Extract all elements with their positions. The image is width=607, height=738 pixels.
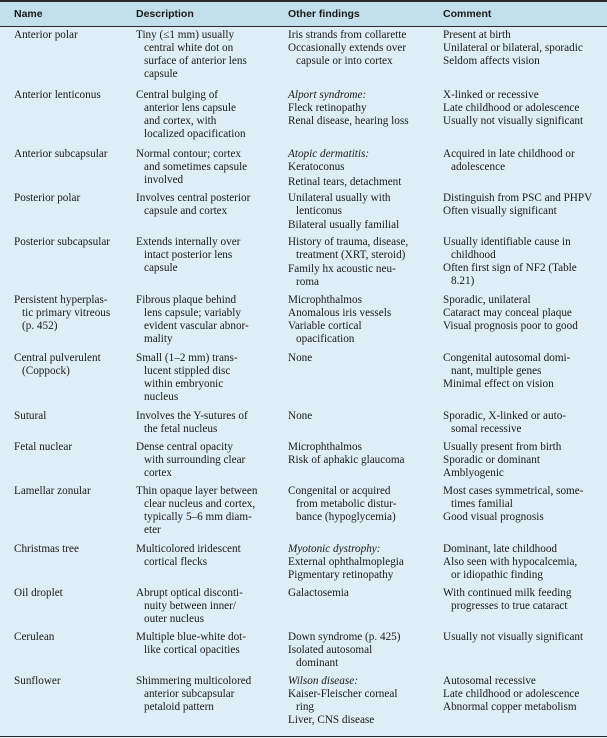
- row-findings-cell: None: [288, 352, 313, 364]
- row-name-cell: Sutural: [14, 410, 47, 422]
- row-comment-cell: Usually not visually significant: [443, 631, 584, 643]
- row-description-cell: Multicolored iridescent cortical flecks: [136, 543, 241, 568]
- row-comment-cell: Usually present from birth Sporadic or dominant Amblyogenic: [443, 441, 562, 479]
- row-comment-cell: Sporadic, unilateral Cataract may conceal plaque Visual prognosis poor to good: [443, 294, 578, 332]
- row-findings-cell: Wilson disease: Kaiser-Fleischer corneal ring Liver, CNS disease: [288, 675, 398, 726]
- row-comment-cell: With continued milk feeding progresses to true cataract: [443, 587, 572, 612]
- row-comment-cell: Sporadic, X-linked or auto- somal recessive: [443, 410, 567, 435]
- row-comment-cell: Autosomal recessive Late childhood or adolescence Abnormal copper metabolism: [443, 675, 580, 713]
- row-description-cell: Shimmering multicolored anterior subcapsular petaloid pattern: [136, 675, 252, 713]
- table-bottom-rule: [0, 736, 607, 737]
- header-name: Name: [14, 8, 43, 20]
- row-name-cell: Lamellar zonular: [14, 485, 91, 497]
- row-findings-cell: Atopic dermatitis: Keratoconus Retinal tears, detachment: [288, 148, 402, 188]
- row-findings-cell: Myotonic dystrophy: External ophthalmoplegia Pigmentary retinopathy: [288, 543, 404, 581]
- row-comment-cell: Most cases symmetrical, some- times familial Good visual prognosis: [443, 485, 584, 523]
- row-description-cell: Thin opaque layer between clear nucleus and cortex, typically 5–6 mm diam- eter: [136, 485, 258, 536]
- row-name-cell: Anterior polar: [14, 29, 78, 41]
- row-findings-cell: History of trauma, disease, treatment (XRT, steroid) Family hx acoustic neu- roma: [288, 236, 409, 288]
- row-name-cell: Posterior polar: [14, 192, 81, 204]
- row-findings-cell: Congenital or acquired from metabolic distur- bance (hypoglycemia): [288, 485, 397, 523]
- row-comment-cell: Usually identifiable cause in childhood Often first sign of NF2 (Table 8.21): [443, 236, 577, 287]
- row-findings-cell: Down syndrome (p. 425) Isolated autosomal dominant: [288, 631, 401, 669]
- row-description-cell: Tiny (≤1 mm) usually central white dot on surface of anterior lens capsule: [136, 29, 247, 80]
- row-name-cell: Central pulverulent (Coppock): [14, 352, 101, 377]
- row-description-cell: Small (1–2 mm) trans- lucent stippled disc within embryonic nucleus: [136, 352, 238, 403]
- row-comment-cell: Acquired in late childhood or adolescence: [443, 148, 575, 173]
- row-description-cell: Fibrous plaque behind lens capsule; variably evident vascular abnor- mality: [136, 294, 249, 345]
- row-description-cell: Abrupt optical disconti- nuity between inner/ outer nucleus: [136, 587, 243, 625]
- row-comment-cell: X-linked or recessive Late childhood or adolescence Usually not visually significant: [443, 89, 584, 127]
- header-other-findings: Other findings: [288, 8, 360, 20]
- row-comment-cell: Present at birth Unilateral or bilateral, sporadic Seldom affects vision: [443, 29, 583, 67]
- row-findings-cell: Microphthalmos Risk of aphakic glaucoma: [288, 441, 405, 466]
- row-name-cell: Persistent hyperplas- tic primary vitreous (p. 452): [14, 294, 111, 332]
- row-description-cell: Involves central posterior capsule and cortex: [136, 192, 251, 217]
- row-comment-cell: Congenital autosomal domi- nant, multiple genes Minimal effect on vision: [443, 352, 571, 390]
- row-findings-cell: Iris strands from collarette Occasionally extends over capsule or into cortex: [288, 29, 407, 67]
- row-findings-cell: Microphthalmos Anomalous iris vessels Variable cortical opacification: [288, 294, 392, 345]
- header-comment: Comment: [443, 8, 492, 20]
- row-findings-cell: Galactosemia: [288, 587, 349, 599]
- row-name-cell: Oil droplet: [14, 587, 63, 599]
- row-description-cell: Normal contour; cortex and sometimes capsule involved: [136, 148, 248, 186]
- table-header: [0, 0, 607, 27]
- row-name-cell: Anterior lenticonus: [14, 89, 101, 101]
- row-name-cell: Anterior subcapsular: [14, 148, 108, 160]
- row-description-cell: Multiple blue-white dot- like cortical opacities: [136, 631, 246, 656]
- header-description: Description: [136, 8, 194, 20]
- row-comment-cell: Dominant, late childhood Also seen with hypocalcemia, or idiopathic finding: [443, 543, 578, 581]
- row-name-cell: Posterior subcapsular: [14, 236, 111, 248]
- row-description-cell: Central bulging of anterior lens capsule and cortex, with localized opacification: [136, 89, 246, 140]
- row-findings-cell: None: [288, 410, 313, 422]
- row-name-cell: Cerulean: [14, 631, 55, 643]
- row-comment-cell: Distinguish from PSC and PHPV Often visually significant: [443, 192, 593, 217]
- row-name-cell: Fetal nuclear: [14, 441, 73, 453]
- row-findings-cell: Alport syndrome: Fleck retinopathy Renal disease, hearing loss: [288, 89, 409, 127]
- row-findings-cell: Unilateral usually with lenticonus Bilateral usually familial: [288, 192, 400, 231]
- row-name-cell: Sunflower: [14, 675, 61, 687]
- row-description-cell: Involves the Y-sutures of the fetal nucleus: [136, 410, 248, 435]
- row-description-cell: Extends internally over intact posterior lens capsule: [136, 236, 241, 274]
- row-name-cell: Christmas tree: [14, 543, 79, 555]
- row-description-cell: Dense central opacity with surrounding clear cortex: [136, 441, 246, 479]
